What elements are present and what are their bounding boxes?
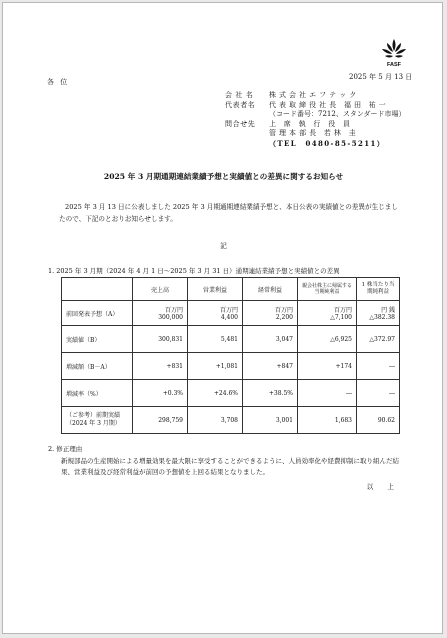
row-label-line: （ご参考）前期実績	[66, 412, 121, 419]
header-value: 上 席 執 行 役 員	[269, 119, 351, 128]
header-label: 会 社 名	[225, 91, 254, 99]
cell-value: 5,481	[188, 326, 243, 353]
table-row	[62, 353, 400, 380]
company-header	[225, 91, 406, 149]
closing-mark: 以 上	[366, 483, 400, 491]
table-header-cell: 親会社株主に帰属する当期純利益	[298, 278, 357, 301]
cell-value: +174	[298, 353, 357, 380]
header-row	[225, 129, 406, 139]
unit-label: 百万円	[333, 307, 352, 314]
table-row	[62, 380, 400, 407]
fasf-logo-icon	[379, 35, 409, 69]
table-corner-cell	[62, 278, 133, 301]
cell-value: ―	[298, 380, 357, 407]
header-label: 代表者名	[225, 100, 256, 109]
cell-value: ―	[357, 380, 400, 407]
header-row	[225, 120, 406, 130]
header-row	[225, 110, 406, 120]
table-row	[62, 301, 400, 326]
header-row	[225, 139, 406, 149]
table-cell	[243, 301, 298, 326]
results-table	[61, 277, 400, 434]
section-2-heading: 2. 修正理由	[48, 445, 83, 453]
cell-value: 298,759	[133, 407, 188, 434]
cell-value: 300,000	[158, 314, 183, 321]
document-date: 2025 年 5 月 13 日	[349, 73, 413, 81]
row-label: 増減額（B－A）	[62, 353, 133, 380]
cell-value: 300,831	[133, 326, 188, 353]
table-cell	[298, 301, 357, 326]
header-row	[225, 91, 406, 101]
table-row	[62, 326, 400, 353]
cell-value: △7,100	[330, 314, 352, 321]
header-label: 問合せ先	[225, 119, 256, 128]
reason-paragraph: 新規部品の生産開始による増量効果を最大限に享受することができるように、人員効率化や経費抑制に取り組んだ結果、営業利益及び経常利益が前回の予想値を上回る結果となりました。	[61, 457, 399, 477]
cell-value: ―	[357, 353, 400, 380]
cell-value: +0.3%	[133, 380, 188, 407]
logo-text: FASF	[386, 62, 402, 68]
ki-marker: 記	[220, 242, 227, 250]
cell-value: +1,081	[188, 353, 243, 380]
header-row	[225, 101, 406, 111]
unit-label: 百万円	[274, 307, 293, 314]
table-header-cell: 売上高	[133, 278, 188, 301]
header-value: 株 式 会 社 エ フ テ ッ ク	[269, 91, 357, 99]
header-value: 管 理 本 部 長 若 林 圭	[269, 129, 357, 138]
header-label	[225, 129, 269, 139]
row-label: 前回発表予想（A）	[62, 301, 133, 326]
table-header-cell: 1 株当たり当期純利益	[357, 278, 400, 301]
cell-value: +24.6%	[188, 380, 243, 407]
row-label-line: （2024 年 3 月期）	[66, 420, 121, 427]
table-header-cell: 営業利益	[188, 278, 243, 301]
row-label: 増減率（%）	[62, 380, 133, 407]
unit-label: 百万円	[164, 307, 183, 314]
cell-value: 3,708	[188, 407, 243, 434]
table-header-row	[62, 278, 400, 301]
header-label	[225, 110, 269, 120]
cell-value: 1,683	[298, 407, 357, 434]
cell-value: 3,047	[243, 326, 298, 353]
row-label	[62, 407, 133, 434]
addressee: 各 位	[47, 78, 70, 86]
table-header-cell: 経常利益	[243, 278, 298, 301]
cell-value: 90.62	[357, 407, 400, 434]
header-value: （コード番号：7212、スタンダード市場）	[269, 110, 406, 119]
header-value: 代 表 取 締 役 社 長 福 田 祐 一	[269, 100, 387, 109]
section-1-heading: 1. 2025 年 3 月期（2024 年 4 月 1 日～2025 年 3 月 31 日）通期連結業績予想と実績値との差異	[48, 267, 340, 275]
document-page	[2, 2, 443, 634]
cell-value: 4,400	[220, 314, 238, 321]
cell-value: △6,925	[298, 326, 357, 353]
unit-label: 円 銭	[381, 307, 395, 314]
intro-paragraph: 2025 年 3 月 13 日に公表しました 2025 年 3 月期通期連結業績予想と、本日公表の実績値との差異が生じましたので、下記のとおりお知らせします。	[59, 203, 398, 223]
table-cell	[188, 301, 243, 326]
table-cell	[133, 301, 188, 326]
cell-value: 2,200	[275, 314, 293, 321]
cell-value: △372.97	[357, 326, 400, 353]
document-title: 2025 年 3 月期通期連結業績予想と実績値との差異に関するお知らせ	[103, 172, 344, 181]
table-cell	[357, 301, 400, 326]
header-value: （TEL 0480-85-5211）	[269, 138, 386, 148]
row-label: 実績値（B）	[62, 326, 133, 353]
cell-value: 3,001	[243, 407, 298, 434]
cell-value: +38.5%	[243, 380, 298, 407]
unit-label: 百万円	[219, 307, 238, 314]
cell-value: +831	[133, 353, 188, 380]
cell-value: +847	[243, 353, 298, 380]
cell-value: △382.38	[369, 314, 395, 321]
table-row	[62, 407, 400, 434]
header-label	[225, 139, 269, 149]
